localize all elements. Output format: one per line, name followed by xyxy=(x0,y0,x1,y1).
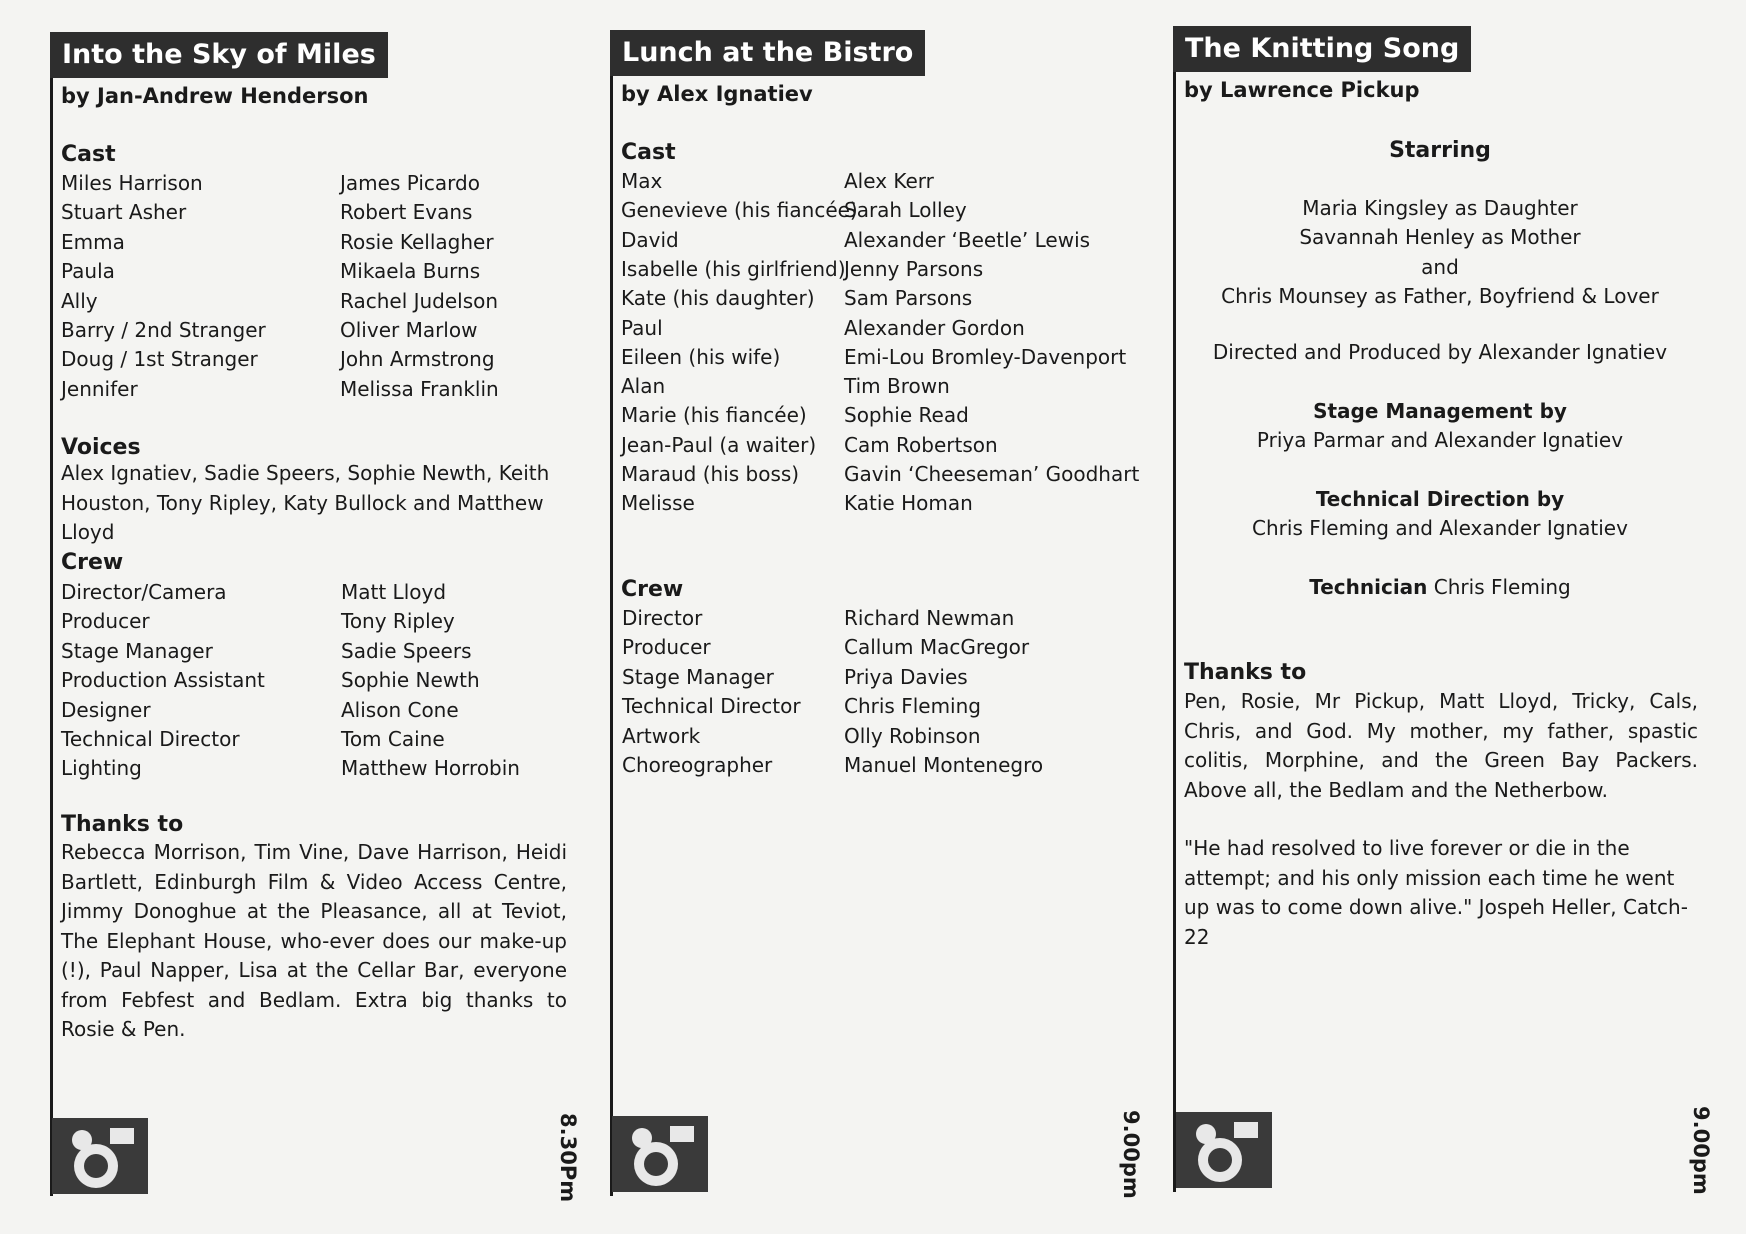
cast-name: Sam Parsons xyxy=(844,286,973,311)
cast-role: Paul xyxy=(621,315,663,340)
cast-role: Jennifer xyxy=(61,376,138,401)
cast-role: Isabelle (his girlfriend) xyxy=(621,256,846,281)
programme-column-2 xyxy=(610,32,613,1196)
crew-role: Stage Manager xyxy=(622,664,774,689)
cast-name: Tim Brown xyxy=(844,374,950,399)
cast-role: Stuart Asher xyxy=(61,200,187,225)
thanks-text: Pen, Rosie, Mr Pickup, Matt Lloyd, Tricky, Cals, Chris, and God. My mother, my father, spastic colitis, Morphine, and the Green Bay Packers. Above all, the Bedlam and the Netherbow. xyxy=(1184,689,1698,802)
closing-quote: "He had resolved to live forever or die in the attempt; and his only mission each time he went up was to come down alive." Jospeh Heller, Catch-22 xyxy=(1184,836,1688,949)
cast-role: Paula xyxy=(61,259,115,284)
cast-name: Rachel Judelson xyxy=(340,288,499,313)
crew-role: Producer xyxy=(61,609,150,634)
cast-heading: Cast xyxy=(621,140,676,165)
cast-name: Alex Kerr xyxy=(844,169,934,193)
cast-role: Doug / 1st Stranger xyxy=(61,347,258,372)
programme-column-1 xyxy=(50,34,53,1196)
crew-role: Lighting xyxy=(61,756,142,781)
starring-line: Chris Mounsey as Father, Boyfriend & Lover xyxy=(1221,284,1659,309)
stage-management-heading: Stage Management by xyxy=(1313,399,1567,423)
crew-name: Matt Lloyd xyxy=(341,580,447,604)
bedlam-logo xyxy=(1176,1112,1272,1188)
play-title: Into the Sky of Miles xyxy=(50,32,388,78)
starring-line: and xyxy=(1421,254,1459,279)
cast-role: Emma xyxy=(61,229,125,254)
cast-name: James Picardo xyxy=(340,171,480,195)
cast-role: David xyxy=(621,227,679,252)
cast-role: Jean-Paul (a waiter) xyxy=(621,432,817,457)
crew-role: Choreographer xyxy=(622,753,773,777)
technician-label: Technician xyxy=(1309,575,1428,599)
crew-name: Priya Davies xyxy=(844,664,968,689)
cast-name: Oliver Marlow xyxy=(340,318,478,342)
voices-text: Alex Ignatiev, Sadie Speers, Sophie Newth, Keith Houston, Tony Ripley, Katy Bullock and Matthew Lloyd xyxy=(61,461,550,544)
crew-role: Technical Director xyxy=(61,727,240,751)
cast-name: John Armstrong xyxy=(340,347,495,372)
technical-direction-heading: Technical Direction by xyxy=(1315,487,1565,511)
byline: by Alex Ignatiev xyxy=(621,82,813,106)
cast-role: Ally xyxy=(61,288,98,313)
crew-role: Technical Director xyxy=(622,694,801,719)
cast-role: Maraud (his boss) xyxy=(621,462,800,486)
cast-role: Melisse xyxy=(621,491,695,516)
thanks-heading: Thanks to xyxy=(61,812,184,837)
cast-name: Alexander ‘Beetle’ Lewis xyxy=(844,227,1091,252)
programme-column-3 xyxy=(1173,28,1176,1192)
crew-role: Artwork xyxy=(622,723,701,748)
starring-line: Maria Kingsley as Daughter xyxy=(1302,196,1578,220)
cast-role: Miles Harrison xyxy=(61,171,203,195)
starring-heading: Starring xyxy=(1389,138,1491,163)
start-time: 9.00pm xyxy=(1119,1110,1143,1199)
crew-name: Richard Newman xyxy=(844,606,1015,630)
cast-name: Robert Evans xyxy=(340,200,473,225)
crew-role: Stage Manager xyxy=(61,638,213,663)
cast-name: Mikaela Burns xyxy=(340,259,481,284)
crew-name: Manuel Montenegro xyxy=(844,753,1044,777)
cast-role: Alan xyxy=(621,374,666,399)
byline: by Lawrence Pickup xyxy=(1184,78,1420,102)
cast-name: Jenny Parsons xyxy=(844,256,984,281)
play-title: Lunch at the Bistro xyxy=(610,30,925,76)
start-time: 8.30Pm xyxy=(556,1113,580,1203)
crew-name: Tom Caine xyxy=(341,727,445,751)
cast-name: Emi-Lou Bromley-Davenport xyxy=(844,344,1127,369)
cast-name: Sarah Lolley xyxy=(844,198,967,223)
crew-name: Chris Fleming xyxy=(844,694,981,719)
crew-name: Sophie Newth xyxy=(341,668,480,693)
crew-name: Callum MacGregor xyxy=(844,635,1030,660)
cast-role: Eileen (his wife) xyxy=(621,344,781,369)
play-title: The Knitting Song xyxy=(1173,26,1471,72)
bedlam-logo xyxy=(612,1116,708,1192)
cast-name: Katie Homan xyxy=(844,491,973,516)
thanks-heading: Thanks to xyxy=(1184,660,1307,685)
cast-role: Max xyxy=(621,169,663,193)
cast-role: Genevieve (his fiancée) xyxy=(621,198,858,223)
directed-by: Directed and Produced by Alexander Ignatiev xyxy=(1212,340,1668,364)
technician-name: Chris Fleming xyxy=(1433,575,1571,599)
crew-name: Olly Robinson xyxy=(844,723,981,748)
cast-role: Barry / 2nd Stranger xyxy=(61,318,266,342)
cast-role: Kate (his daughter) xyxy=(621,286,815,311)
crew-heading: Crew xyxy=(621,577,684,602)
start-time: 9.00pm xyxy=(1689,1106,1713,1195)
cast-role: Marie (his fiancée) xyxy=(621,403,807,428)
technical-direction-names: Chris Fleming and Alexander Ignatiev xyxy=(1252,516,1628,540)
thanks-text: Rebecca Morrison, Tim Vine, Dave Harrison, Heidi Bartlett, Edinburgh Film & Video Access Centre, Jimmy Donoghue at the Pleasance, all at Teviot, The Elephant House, who-ever does our make-up (!), Paul Napper, Lisa at the Cellar Bar, everyone from Febfest and Bedlam. Extra big thanks to Rosie & Pen. xyxy=(61,840,567,1041)
crew-heading: Crew xyxy=(61,550,124,575)
crew-name: Tony Ripley xyxy=(341,609,455,634)
crew-role: Designer xyxy=(61,697,151,722)
crew-role: Production Assistant xyxy=(61,668,265,693)
cast-heading: Cast xyxy=(61,142,116,167)
byline: by Jan-Andrew Henderson xyxy=(61,84,369,108)
crew-role: Producer xyxy=(622,635,711,660)
starring-line: Savannah Henley as Mother xyxy=(1299,225,1581,250)
crew-role: Director/Camera xyxy=(61,580,227,604)
cast-name: Gavin ‘Cheeseman’ Goodhart xyxy=(844,462,1140,486)
stage-management-names: Priya Parmar and Alexander Ignatiev xyxy=(1256,428,1624,452)
cast-name: Melissa Franklin xyxy=(340,376,499,401)
cast-name: Alexander Gordon xyxy=(844,315,1025,340)
crew-role: Director xyxy=(622,606,703,630)
technician-line xyxy=(1190,575,1690,599)
crew-name: Sadie Speers xyxy=(341,638,472,663)
cast-name: Cam Robertson xyxy=(844,432,998,457)
voices-heading: Voices xyxy=(61,435,141,460)
cast-name: Rosie Kellagher xyxy=(340,229,494,254)
bedlam-logo xyxy=(52,1118,148,1194)
cast-name: Sophie Read xyxy=(844,403,969,428)
crew-name: Matthew Horrobin xyxy=(341,756,520,781)
crew-name: Alison Cone xyxy=(341,697,459,722)
